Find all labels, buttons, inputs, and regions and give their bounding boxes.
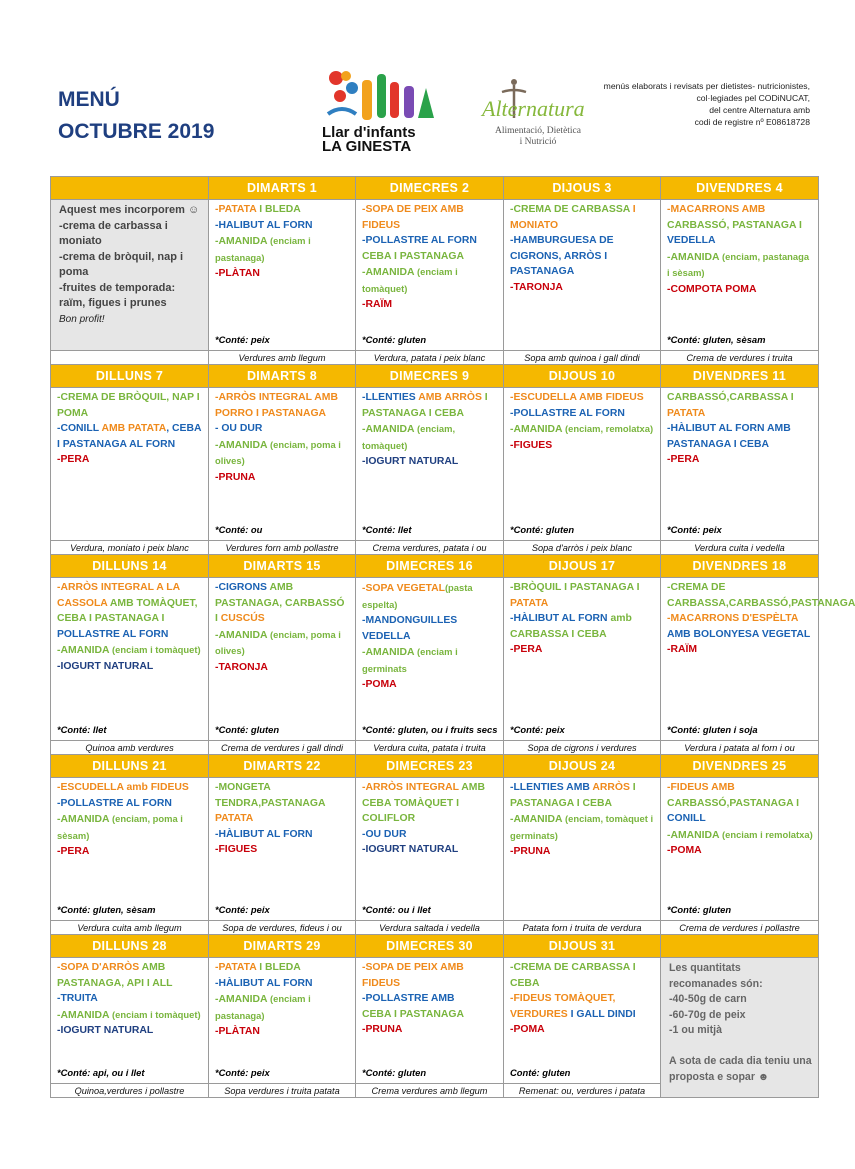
menu-item-text: -POMA (362, 679, 397, 690)
menu-day-cell (356, 578, 504, 741)
menu-item-text: (enciam i germinats (362, 646, 458, 674)
menu-item-text: -IOGURT NATURAL (57, 1025, 154, 1036)
dinner-suggestion: Verdura i patata al forn i ou (661, 741, 819, 755)
day-header: DIMARTS 15 (209, 555, 356, 578)
allergen-note: *Conté: gluten, sèsam (667, 334, 766, 345)
day-header-blank (661, 935, 819, 958)
menu-item-text: -FIGUES (215, 844, 258, 855)
dinner-suggestion: Crema de verdures i truita (661, 351, 819, 365)
intro-line: Aquest mes incorporem ☺ (59, 204, 200, 216)
menu-item-text: PATATA (667, 407, 706, 419)
day-header: DIJOUS 17 (504, 555, 661, 578)
menu-item-text: CONILL (667, 813, 706, 824)
menu-item-text: -AMANIDA (215, 439, 271, 451)
menu-item-text: -SOPA D'ARRÒS (57, 962, 142, 973)
menu-item-text: -FIDEUS AMB (667, 782, 735, 793)
menu-item-text: -TRUITA (57, 993, 98, 1004)
credits-line: menús elaborats i revisats per dietistes- nutricionistes, (603, 81, 810, 91)
menu-item-text: -COMPOTA POMA (667, 283, 757, 295)
intro-note (51, 200, 209, 351)
menu-item-text: -CIGRONS (215, 582, 270, 593)
menu-item-text: -POLLASTRE AL FORN (510, 407, 625, 419)
dinner-suggestion-blank (51, 351, 209, 365)
allergen-note: *Conté: gluten, ou i fruits secs (362, 724, 498, 735)
allergen-note: *Conté: peix (215, 1067, 270, 1078)
day-header: DIMARTS 22 (209, 755, 356, 778)
menu-item-text: -HAMBURGUESA DE CIGRONS, ARRÒS I PASTANAGA (510, 235, 614, 277)
day-header: DILLUNS 14 (51, 555, 209, 578)
menu-item-text: -FIDEUS TOMÀQUET, VERDURES (510, 993, 616, 1020)
menu-item-text: -POLLASTRE AL FORN (57, 797, 172, 809)
menu-item-text: (enciam i tomàquet) (112, 1008, 201, 1020)
menu-item-text: -TARONJA (215, 661, 268, 673)
quantities-note (661, 958, 819, 1098)
day-header: DIMARTS 29 (209, 935, 356, 958)
allergen-note: *Conté: api, ou i llet (57, 1067, 145, 1078)
intro-line: -fruites de temporada: raïm, figues i prunes (59, 281, 176, 309)
menu-item-text: -IOGURT NATURAL (362, 844, 459, 855)
menu-item-text: I BLEDA (259, 962, 301, 973)
title-line2: OCTUBRE 2019 (58, 120, 215, 143)
day-header: DIMECRES 16 (356, 555, 504, 578)
menu-item-text: POLLASTRE AL FORN (57, 628, 169, 640)
menu-item-text: -MANDONGUILLES VEDELLA (362, 615, 458, 642)
allergen-note: *Conté: peix (510, 724, 565, 735)
intro-line: -crema de bròquil, nap i poma (59, 250, 184, 278)
menu-item-text: -POLLASTRE AMB (362, 993, 455, 1004)
menu-day-cell (209, 778, 356, 921)
menu-item-text: (enciam i remolatxa) (722, 828, 813, 840)
menu-item-text: ARRÒS (592, 782, 633, 793)
menu-day-cell (51, 578, 209, 741)
menu-item-text: (enciam, poma i sèsam) (57, 813, 183, 841)
dinner-suggestion: Verdura cuita i vedella (661, 541, 819, 555)
menu-item-text: PATATA (215, 813, 254, 824)
menu-item-text: PATATA (510, 597, 549, 609)
menu-item-text: -FIGUES (510, 439, 553, 451)
menu-item-text: -RAÏM (362, 299, 393, 310)
menu-day-cell (209, 578, 356, 741)
dinner-suggestion: Sopa amb quinoa i gall dindi (504, 351, 661, 365)
menu-day-cell (51, 958, 209, 1084)
title-line1: MENÚ (58, 88, 120, 111)
day-header-blank (51, 177, 209, 200)
menu-item-text: (enciam i tomàquet) (362, 266, 458, 294)
logo1-line1: Llar d'infants (322, 124, 416, 141)
note-line: A sota de cada dia teniu una proposta e sopar ☻ (669, 1055, 812, 1083)
menu-item-text: (enciam, tomàquet i germinats) (510, 813, 654, 841)
menu-day-cell (661, 778, 819, 921)
menu-item-text: (enciam, pastanaga i sèsam) (667, 250, 810, 278)
menu-item-text: -AMANIDA (362, 267, 418, 278)
day-header: DILLUNS 21 (51, 755, 209, 778)
note-line: -60-70g de peix (669, 1008, 746, 1021)
menu-item-text: -PLÀTAN (215, 1026, 260, 1037)
menu-item-text: -HÀLIBUT AL FORN (215, 828, 313, 840)
credits (570, 80, 810, 128)
allergen-note: Conté: gluten (510, 1067, 571, 1078)
menu-item-text: I MONIATO (510, 204, 636, 231)
menu-item-text: -SOPA DE PEIX AMB FIDEUS (362, 204, 464, 231)
menu-item-text: -PERA (57, 454, 90, 465)
menu-item-text: AMB ARRÒS (418, 392, 485, 403)
dinner-suggestion: Patata forn i truita de verdura (504, 921, 661, 935)
allergen-note: *Conté: llet (362, 524, 412, 535)
menu-item-text: CARBASSÓ,CARBASSA I (667, 392, 794, 403)
menu-day-cell (504, 578, 661, 741)
credits-line: col·legiades pel CODiNUCAT, (696, 93, 810, 103)
allergen-note: *Conté: gluten i soja (667, 724, 758, 735)
day-header: DIVENDRES 4 (661, 177, 819, 200)
menu-day-cell (356, 388, 504, 541)
menu-item-text: -PLÀTAN (215, 268, 260, 279)
allergen-note: *Conté: gluten (215, 724, 280, 735)
menu-item-text: -PATATA (215, 962, 260, 973)
menu-day-cell (504, 200, 661, 351)
menu-item-text: -IOGURT NATURAL (362, 456, 459, 467)
dinner-suggestion: Sopa d'arròs i peix blanc (504, 541, 661, 555)
menu-item-text: -TARONJA (510, 281, 563, 293)
menu-item-text: -AMANIDA (510, 814, 566, 825)
allergen-note: *Conté: ou i llet (362, 904, 431, 915)
menu-item-text: -AMANIDA (362, 424, 418, 435)
menu-item-text: -HÀLIBUT AL FORN (510, 613, 611, 624)
la-ginesta-logo-text (322, 126, 416, 154)
menu-item-text: CEBA I PASTANAGA (362, 1008, 464, 1020)
svg-text:Alternatura: Alternatura (482, 96, 585, 121)
dinner-suggestion: Verdura, patata i peix blanc (356, 351, 504, 365)
menu-item-text: -POMA (510, 1024, 545, 1035)
intro-closing: Bon profit! (59, 313, 105, 325)
note-line: Les quantitats recomanades són: (669, 962, 763, 990)
menu-item-text: -LLENTIES AMB (510, 782, 593, 793)
menu-item-text: -BRÒQUIL I PASTANAGA I (510, 582, 640, 593)
menu-item-text: -CREMA DE CARBASSA I CEBA (510, 962, 636, 989)
menu-day-cell (661, 388, 819, 541)
menu-day-cell (51, 388, 209, 541)
note-line: -40-50g de carn (669, 993, 747, 1005)
allergen-note: *Conté: gluten, sèsam (57, 904, 156, 915)
menu-item-text: -AMANIDA (667, 829, 723, 841)
dinner-suggestion: Verdura cuita, patata i truita (356, 741, 504, 755)
menu-day-cell (356, 200, 504, 351)
menu-item-text: -CREMA DE CARBASSA,CARBASSÓ,PASTANAGA (667, 582, 855, 609)
menu-item-text: AMB TOMÀQUET, CEBA I PASTANAGA I (57, 597, 198, 624)
dinner-suggestion: Verdura cuita amb llegum (51, 921, 209, 935)
menu-item-text: -PATATA (215, 204, 260, 215)
day-header: DIVENDRES 18 (661, 555, 819, 578)
allergen-note: *Conté: gluten (362, 334, 427, 345)
note-line: -1 ou mitjà (669, 1024, 722, 1036)
credits-line: codi de registre nº E08618728 (694, 117, 810, 127)
logo2-sub1: Alimentació, Dietètica (495, 126, 581, 136)
menu-item-text: (enciam i pastanaga) (215, 993, 311, 1021)
menu-item-text: I PASTANAGA I CEBA (362, 392, 488, 419)
menu-item-text: AMB CEBA TOMÀQUET I COLIFLOR (362, 782, 485, 824)
menu-item-text: amb CARBASSA I CEBA (510, 613, 632, 640)
day-header: DILLUNS 28 (51, 935, 209, 958)
dinner-suggestion: Sopa verdures i truita patata (209, 1084, 356, 1098)
menu-item-text: -HÀLIBUT AL FORN AMB PASTANAGA I CEBA (667, 423, 791, 450)
menu-item-text: , CEBA I PASTANAGA AL FORN (57, 423, 202, 450)
day-header: DIMECRES 9 (356, 365, 504, 388)
dinner-suggestion: Quinoa amb verdures (51, 741, 209, 755)
menu-day-cell (504, 388, 661, 541)
menu-item-text: -SOPA DE PEIX AMB FIDEUS (362, 962, 464, 989)
menu-item-text: -POMA (667, 845, 702, 856)
menu-item-text: -AMANIDA (57, 645, 113, 656)
menu-item-text: -PERA (667, 454, 700, 465)
menu-item-text: CARBASSÓ,PASTANAGA I (667, 797, 800, 809)
allergen-note: *Conté: peix (667, 524, 722, 535)
dinner-suggestion: Verdures amb llegum (209, 351, 356, 365)
menu-item-text: (enciam, tomàquet) (362, 423, 456, 451)
menu-item-text: (enciam, poma i olives) (215, 438, 341, 466)
dinner-suggestion: Crema verdures, patata i ou (356, 541, 504, 555)
menu-day-cell (209, 200, 356, 351)
dinner-suggestion: Crema verdures amb llegum (356, 1084, 504, 1098)
menu-item-text: -AMANIDA (215, 629, 271, 641)
menu-item-text: VEDELLA (667, 235, 716, 246)
menu-item-text: I PASTANAGA I CEBA (510, 782, 636, 809)
menu-item-text: -CONILL (57, 423, 102, 434)
menu-item-text: (enciam, remolatxa) (565, 423, 654, 434)
day-header: DILLUNS 7 (51, 365, 209, 388)
intro-line: -crema de carbassa i moniato (59, 219, 168, 247)
menu-item-text: -ARRÒS INTEGRAL AMB PORRO I PASTANAGA (215, 392, 338, 419)
logo2-sub2: i Nutrició (519, 137, 557, 147)
allergen-note: *Conté: peix (215, 904, 270, 915)
dinner-suggestion: Verdura, moniato i peix blanc (51, 541, 209, 555)
menu-table (50, 176, 855, 1098)
day-header: DIJOUS 3 (504, 177, 661, 200)
menu-item-text: -PRUNA (362, 1024, 403, 1035)
allergen-note: *Conté: gluten (510, 524, 575, 535)
menu-item-text: I BLEDA (259, 204, 301, 215)
menu-item-text: -PERA (510, 644, 543, 655)
menu-item-text: -AMANIDA (362, 647, 418, 658)
menu-day-cell (51, 778, 209, 921)
menu-item-text: -MONGETA TENDRA,PASTANAGA (215, 782, 326, 809)
day-header: DIMECRES 23 (356, 755, 504, 778)
menu-item-text: -PRUNA (215, 471, 256, 483)
dinner-suggestion: Quinoa,verdures i pollastre (51, 1084, 209, 1098)
day-header: DIMECRES 2 (356, 177, 504, 200)
menu-item-text: -AMANIDA (510, 424, 566, 435)
menu-item-text: CEBA I PASTANAGA (362, 250, 464, 262)
day-header: DIJOUS 31 (504, 935, 661, 958)
menu-item-text: -OU DUR (362, 828, 407, 840)
note-line (669, 1039, 812, 1055)
menu-item-text: (pasta espelta) (362, 582, 473, 610)
menu-item-text: -RAÏM (667, 644, 698, 655)
allergen-note: *Conté: peix (215, 334, 270, 345)
menu-item-text: CUSCÚS (220, 613, 265, 624)
menu-item-text: -ARRÒS INTEGRAL A LA CASSOLA (57, 582, 180, 609)
menu-item-text: -HALIBUT AL FORN (215, 219, 313, 231)
menu-item-text: -MACARRONS AMB (667, 204, 766, 215)
menu-item-text: AMB PATATA (101, 423, 167, 434)
menu-day-cell (504, 958, 661, 1084)
dinner-suggestion: Crema de verdures i pollastre (661, 921, 819, 935)
menu-day-cell (661, 578, 855, 741)
menu-item-text: -CREMA DE CARBASSA (510, 204, 633, 215)
menu-item-text: -PRUNA (510, 846, 551, 857)
day-header: DIMARTS 1 (209, 177, 356, 200)
menu-day-cell (356, 958, 504, 1084)
menu-item-text: (enciam i pastanaga) (215, 235, 311, 263)
dinner-suggestion: Verdures forn amb pollastre (209, 541, 356, 555)
day-header: DIMECRES 30 (356, 935, 504, 958)
dinner-suggestion: Sopa de cigrons i verdures (504, 741, 661, 755)
menu-day-cell (504, 778, 661, 921)
menu-item-text: -AMANIDA (215, 994, 271, 1005)
day-header: DIJOUS 24 (504, 755, 661, 778)
menu-day-cell (209, 958, 356, 1084)
allergen-note: *Conté: llet (57, 724, 107, 735)
dinner-suggestion: Crema de verdures i gall dindi (209, 741, 356, 755)
dinner-suggestion: Sopa de verdures, fideus i ou (209, 921, 356, 935)
menu-item-text: -ARRÒS INTEGRAL (362, 782, 462, 793)
dinner-suggestion: Remenat: ou, verdures i patata (504, 1084, 661, 1098)
day-header: DIJOUS 10 (504, 365, 661, 388)
menu-item-text: -MACARRONS D'ESPÈLTA (667, 613, 799, 624)
dinner-suggestion: Verdura saltada i vedella (356, 921, 504, 935)
day-header: DIVENDRES 25 (661, 755, 819, 778)
alternatura-subtitle (486, 126, 590, 148)
logo1-line2: LA GINESTA (322, 138, 412, 155)
menu-item-text: - OU DUR (215, 423, 263, 434)
credits-line: del centre Alternatura amb (709, 105, 810, 115)
menu-item-text: AMB PASTANAGA, API I ALL (57, 962, 173, 989)
menu-item-text: -ESCUDELLA AMB FIDEUS (510, 392, 644, 403)
menu-day-cell (356, 778, 504, 921)
menu-item-text: -CREMA DE BRÒQUIL, NAP I POMA (57, 392, 200, 419)
menu-item-text: (enciam i tomàquet) (112, 644, 201, 655)
menu-item-text: -PERA (57, 846, 90, 857)
menu-item-text: -IOGURT NATURAL (57, 660, 154, 672)
day-header: DIMARTS 8 (209, 365, 356, 388)
menu-item-text: -AMANIDA (57, 814, 113, 825)
menu-item-text: -AMANIDA (667, 251, 723, 263)
menu-item-text: -ESCUDELLA amb FIDEUS (57, 782, 189, 793)
menu-item-text: -HÀLIBUT AL FORN (215, 977, 313, 989)
menu-item-text: -POLLASTRE AL FORN (362, 235, 477, 246)
menu-item-text: -SOPA VEGETAL (362, 583, 445, 594)
menu-item-text: I GALL DINDI (570, 1008, 636, 1020)
menu-item-text: AMB PASTANAGA, CARBASSÓ I (215, 582, 345, 624)
day-header: DIVENDRES 11 (661, 365, 819, 388)
menu-item-text: -LLENTIES (362, 392, 419, 403)
menu-day-cell (209, 388, 356, 541)
menu-item-text: -AMANIDA (215, 236, 271, 247)
menu-day-cell (661, 200, 819, 351)
menu-item-text: AMB BOLONYESA VEGETAL (667, 628, 811, 640)
menu-item-text: (enciam, poma i olives) (215, 628, 341, 656)
allergen-note: *Conté: gluten (667, 904, 732, 915)
allergen-note: *Conté: gluten (362, 1067, 427, 1078)
allergen-note: *Conté: ou (215, 524, 263, 535)
menu-item-text: -AMANIDA (57, 1009, 113, 1021)
menu-item-text: CARBASSÓ, PASTANAGA I (667, 219, 802, 231)
